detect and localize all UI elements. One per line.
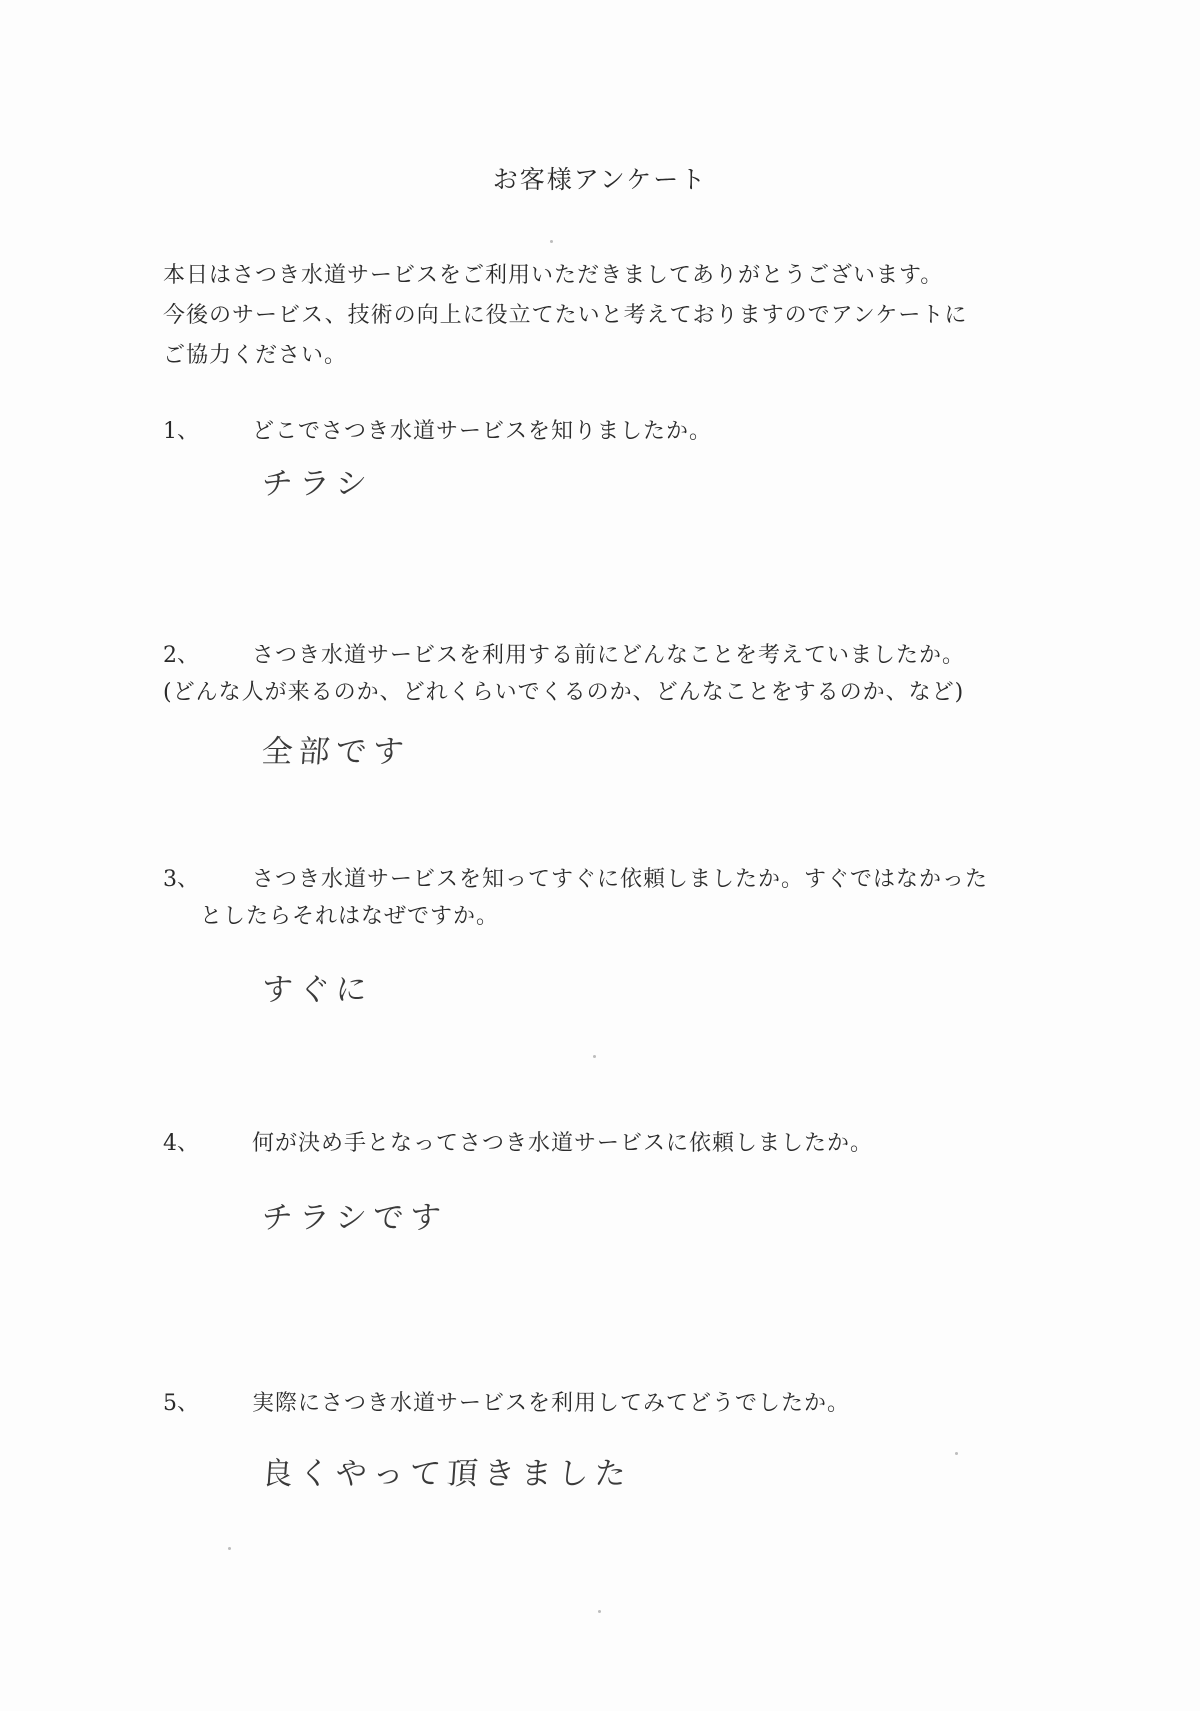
handwritten-answer: チラシ xyxy=(260,466,375,502)
survey-title: お客様アンケート xyxy=(492,165,708,194)
question-number: 2、 xyxy=(163,643,199,668)
scan-speck xyxy=(598,1610,601,1613)
handwritten-answer: 良くやって頂きました xyxy=(260,1456,634,1492)
intro-line: 本日はさつき水道サービスをご利用いただきましてありがとうございます。 xyxy=(163,263,944,288)
scan-speck xyxy=(955,1452,958,1455)
question-text: 何が決め手となってさつき水道サービスに依頼しましたか。 xyxy=(252,1131,874,1156)
question-number: 1、 xyxy=(163,419,199,444)
intro-paragraph xyxy=(163,256,1063,376)
question-text: さつき水道サービスを利用する前にどんなことを考えていましたか。 xyxy=(252,643,966,668)
scan-speck xyxy=(593,1055,596,1058)
question-text: さつき水道サービスを知ってすぐに依頼しましたか。すぐではなかった xyxy=(252,867,989,892)
question-text: 実際にさつき水道サービスを利用してみてどうでしたか。 xyxy=(252,1391,851,1416)
question-text: どこでさつき水道サービスを知りましたか。 xyxy=(252,419,713,444)
question-subtext: (どんな人が来るのか、どれくらいでくるのか、どんなことをするのか、など) xyxy=(163,680,965,705)
handwritten-answer: すぐに xyxy=(260,972,375,1008)
question-number: 4、 xyxy=(163,1131,199,1156)
handwritten-answer: チラシです xyxy=(260,1200,449,1236)
question-number: 5、 xyxy=(163,1391,199,1416)
handwritten-answer: 全部です xyxy=(260,734,412,770)
intro-line: 今後のサービス、技術の向上に役立てたいと考えておりますのでアンケートに xyxy=(163,303,968,328)
question-number: 3、 xyxy=(163,867,199,892)
question-subtext: としたらそれはなぜですか。 xyxy=(200,904,500,929)
intro-line: ご協力ください。 xyxy=(163,343,348,368)
scan-speck xyxy=(228,1547,231,1550)
scan-speck xyxy=(550,240,553,243)
